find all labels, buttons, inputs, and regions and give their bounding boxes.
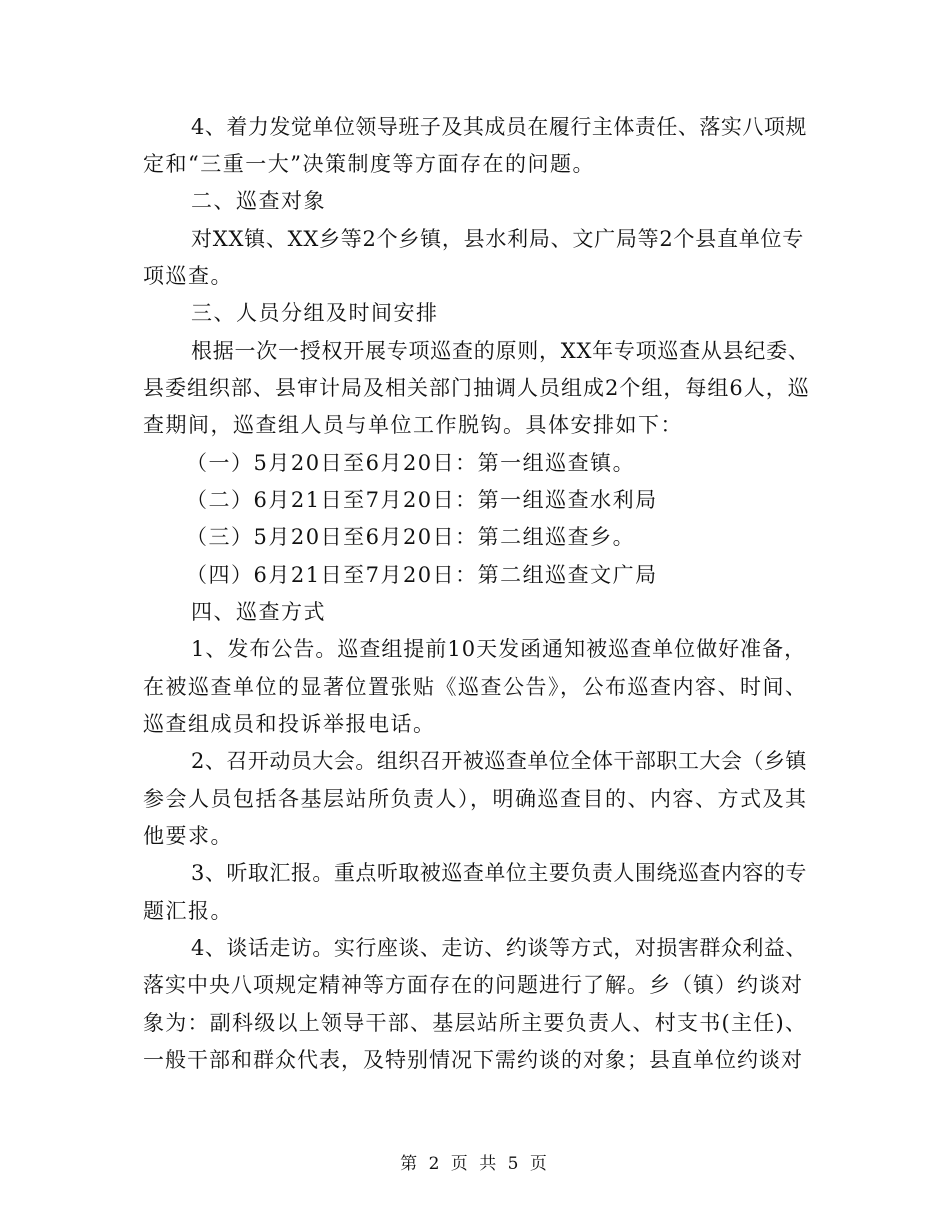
paragraph-line: 在被巡查单位的显著位置张贴《巡查公告》，公布巡查内容、时间、 bbox=[143, 675, 808, 699]
paragraph-line: 他要求。 bbox=[143, 824, 233, 848]
paragraph-line: 根据一次一授权开展专项巡查的原则，XX年专项巡查从县纪委、 bbox=[191, 339, 810, 363]
schedule-item: （四）6月21日至7月20日：第二组巡查文广局 bbox=[186, 563, 658, 587]
paragraph-line: 4、着力发觉单位领导班子及其成员在履行主体责任、落实八项规 bbox=[191, 115, 807, 139]
schedule-item: （一）5月20日至6月20日：第一组巡查镇。 bbox=[186, 451, 636, 475]
section-heading: 四、巡查方式 bbox=[191, 600, 326, 624]
paragraph-line: 查期间，巡查组人员与单位工作脱钩。具体安排如下： bbox=[143, 413, 683, 437]
paragraph-line: 4、谈话走访。实行座谈、走访、约谈等方式，对损害群众利益、 bbox=[191, 936, 807, 960]
paragraph-line: 县委组织部、县审计局及相关部门抽调人员组成2个组，每组6人，巡 bbox=[143, 376, 810, 400]
schedule-item: （二）6月21日至7月20日：第一组巡查水利局 bbox=[186, 488, 658, 512]
paragraph-line: 对XX镇、XX乡等2个乡镇，县水利局、文广局等2个县直单位专 bbox=[191, 227, 805, 251]
paragraph-line: 3、听取汇报。重点听取被巡查单位主要负责人围绕巡查内容的专 bbox=[191, 861, 807, 885]
section-heading: 二、巡查对象 bbox=[191, 189, 326, 213]
paragraph-line: 参会人员包括各基层站所负责人），明确巡查目的、内容、方式及其 bbox=[143, 787, 808, 811]
paragraph-line: 2、召开动员大会。组织召开被巡查单位全体干部职工大会（乡镇 bbox=[191, 749, 807, 773]
section-heading: 三、人员分组及时间安排 bbox=[191, 301, 439, 325]
paragraph-line: 题汇报。 bbox=[143, 899, 233, 923]
paragraph-line: 巡查组成员和投诉举报电话。 bbox=[143, 712, 436, 736]
paragraph-line: 定和“三重一大”决策制度等方面存在的问题。 bbox=[143, 152, 595, 176]
paragraph-line: 项巡查。 bbox=[143, 264, 233, 288]
paragraph-line: 1、发布公告。巡查组提前10天发函通知被巡查单位做好准备， bbox=[191, 637, 807, 661]
page-number-footer: 第 2 页 共 5 页 bbox=[400, 1154, 550, 1174]
schedule-item: （三）5月20日至6月20日：第二组巡查乡。 bbox=[186, 525, 636, 549]
paragraph-line: 一般干部和群众代表，及特别情况下需约谈的对象；县直单位约谈对 bbox=[143, 1048, 803, 1072]
paragraph-line: 象为：副科级以上领导干部、基层站所主要负责人、村支书(主任)、 bbox=[143, 1011, 808, 1035]
paragraph-line: 落实中央八项规定精神等方面存在的问题进行了解。乡（镇）约谈对 bbox=[143, 973, 803, 997]
